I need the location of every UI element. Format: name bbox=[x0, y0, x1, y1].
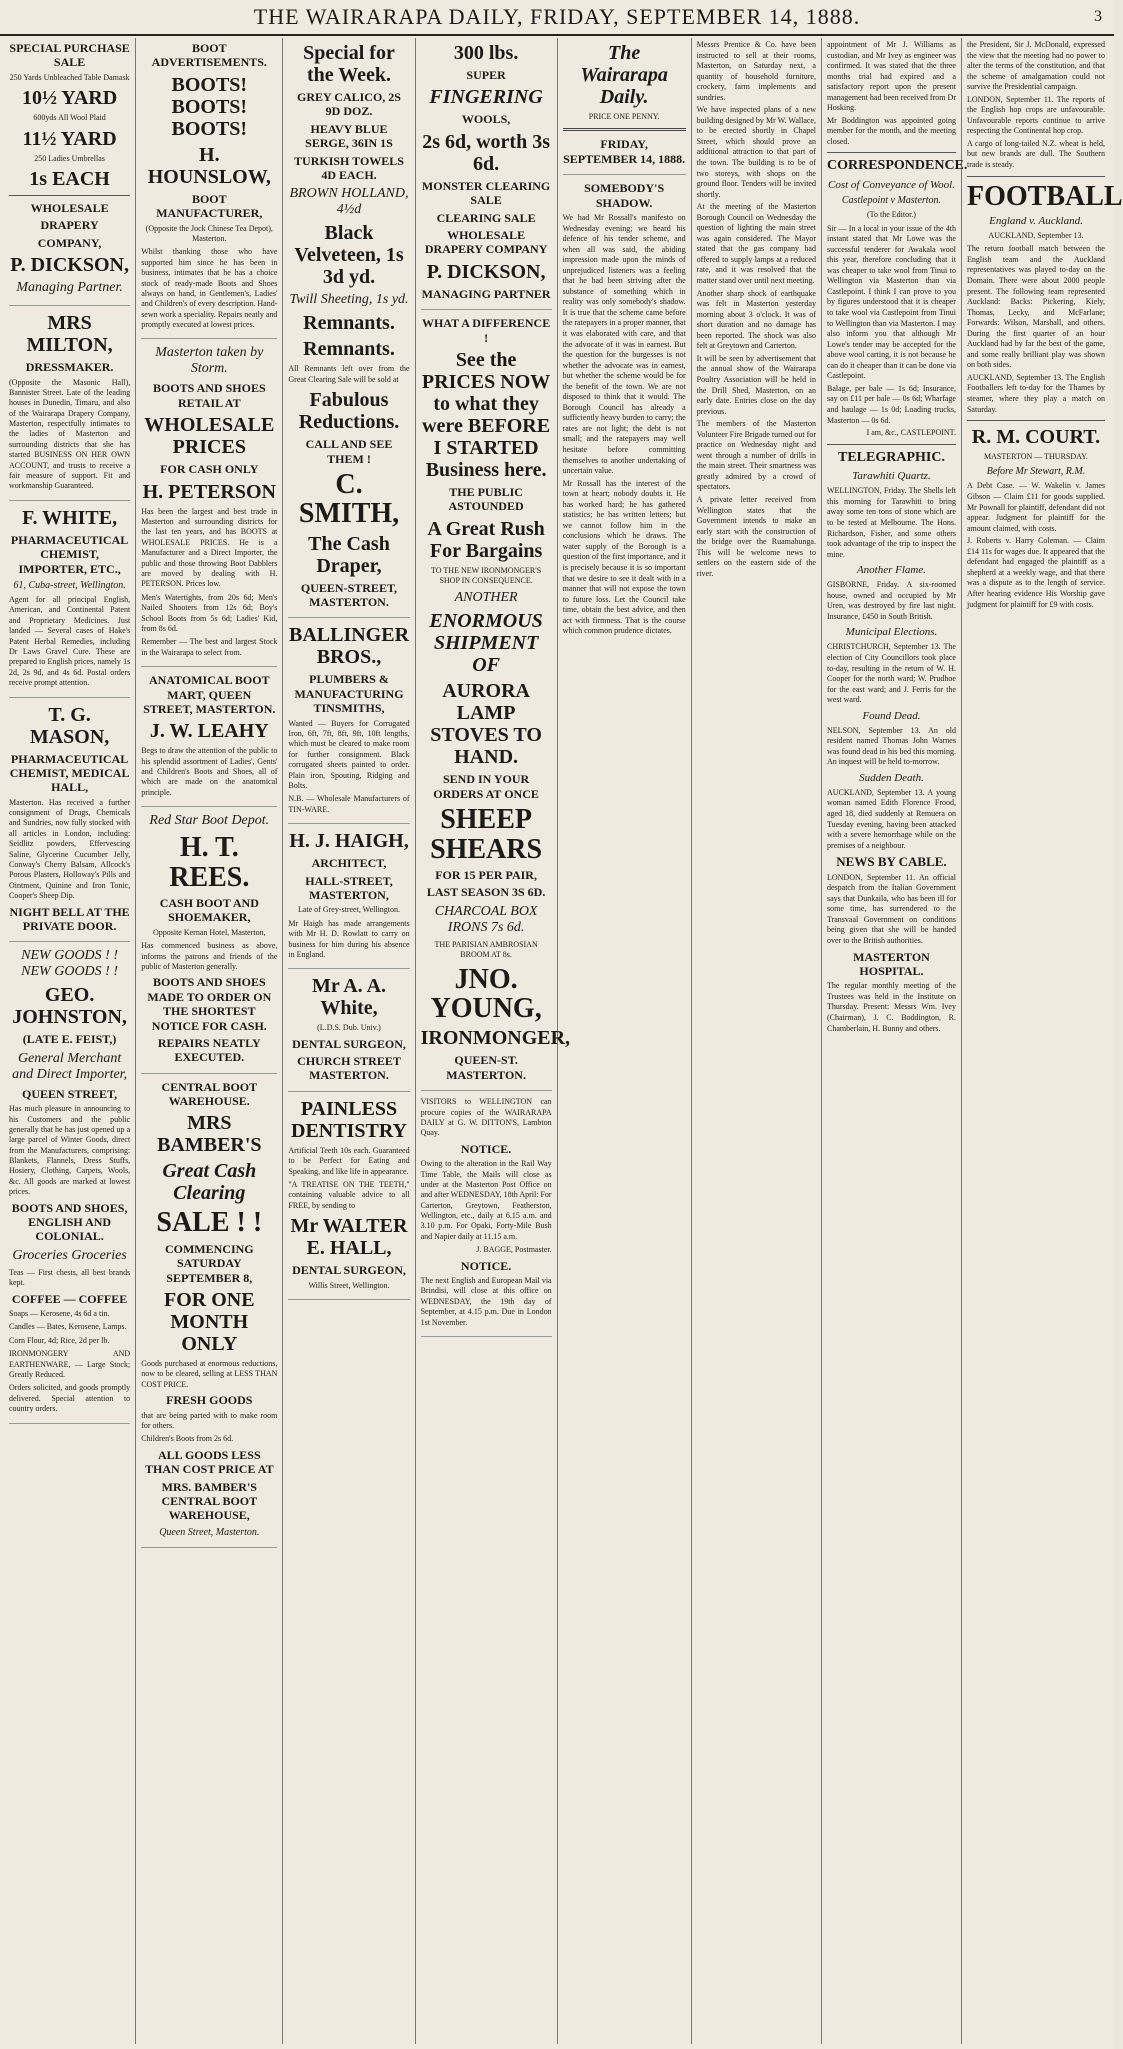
rees-role: CASH BOOT AND SHOEMAKER, bbox=[159, 896, 259, 925]
court-before: Before Mr Stewart, R.M. bbox=[986, 466, 1086, 478]
boot-header: BOOT ADVERTISEMENTS. bbox=[151, 41, 267, 70]
last-season: LAST SEASON 3S 6D. bbox=[426, 885, 546, 900]
bamber-ad bbox=[141, 1080, 277, 1548]
haigh-ad bbox=[288, 830, 409, 969]
rush: A Great Rush For Bargains bbox=[427, 517, 545, 562]
boots-to-order: BOOTS AND SHOES MADE TO ORDER ON THE SHORTEST NOTICE FOR CASH. bbox=[147, 975, 272, 1033]
telegram-text: AUCKLAND, September 13. A young woman named Edith Florence Frood, aged 18, died suddenly at Remuera on Tuesday evening, having been attacked with a severe hemorrhage while on the premises of a neighbour. bbox=[826, 787, 956, 850]
rees-address: Opposite Kernan Hotel, Masterton, bbox=[152, 927, 266, 937]
leahy-name: J. W. LEAHY bbox=[149, 720, 269, 743]
smith-address: QUEEN-STREET, MASTERTON. bbox=[300, 580, 398, 610]
bamber-text: Goods purchased at enormous reductions, now to be cleared, selling at LESS THAN COST PRICE. bbox=[141, 1359, 278, 1389]
hounslow-name: H. HOUNSLOW, bbox=[147, 143, 271, 188]
firm-line: COMPANY, bbox=[37, 235, 102, 250]
new-shop: TO THE NEW IRONMONGER'S SHOP IN CONSEQUENCE. bbox=[431, 565, 542, 586]
peterson-list: Men's Watertights, from 20s 6d; Men's Nailed Shooters from 12s 6d; Boy's School Boots from 5s 6d; Ladies' Kid, from 8s 6d. bbox=[141, 592, 278, 633]
column-3 bbox=[283, 38, 415, 2044]
boots-line: BOOTS AND SHOES, ENGLISH AND COLONIAL. bbox=[11, 1200, 128, 1244]
storm-line: Masterton taken by Storm. bbox=[155, 345, 264, 377]
call-see: CALL AND SEE THEM ! bbox=[305, 437, 393, 466]
firm-name: P. DICKSON, bbox=[10, 254, 129, 277]
cable-paragraph: A cargo of long-tailed N.Z. wheat is held, but new brands are dull. The Southern trade is steady. bbox=[966, 138, 1105, 170]
local-news-paragraph: A private letter received from Wellington states that the Government intends to make an early start with the construction of the bridge over the Ruamahunga. This will be welcome news to settlers on the eastern side of the river. bbox=[696, 494, 816, 578]
correspondence-text: Sir — In a local in your issue of the 4th instant stated that Mr Lowe was the successful tenderer for Awakala wool this year, therefore concluding that it was cheaper to take wool from Tinui to Wellington via Masterton than via Castlepoint. I think I can prove to you by figures understood that it is cheaper to take wool via Castlepoint from Tinui to Wellington than via Masterton. I may also inform you that although Mr Lowe's tender may be accepted for the above wool carting, it is not because he can do it cheaper than it can be done via Castlepoint. bbox=[826, 223, 956, 381]
white-dentist-ad bbox=[288, 975, 409, 1092]
double-rule bbox=[563, 128, 686, 131]
telegram-text: WELLINGTON, Friday. The Shells left this morning for Tarawhiti to bring away some ten tons of stone which are to be tested at Melbourne. The Hons. Richardson, Fisher, and some others took advantage of the trip to inspect the mine. bbox=[826, 486, 956, 559]
cash-only: FOR CASH ONLY bbox=[160, 462, 259, 477]
news-paragraph: appointment of Mr J. Williams as custodian, and Mr Ivey as engineer was confirmed. It was stated that the three months trial had expired and a satisfactory report upon the present management had been received from Dr Hosking. bbox=[826, 40, 956, 113]
hall-role: DENTAL SURGEON, bbox=[292, 1263, 406, 1278]
sale-word: SALE ! ! bbox=[156, 1207, 263, 1239]
johnston-sub: (LATE E. FEIST,) bbox=[22, 1032, 117, 1047]
court-dateline: MASTERTON — THURSDAY. bbox=[984, 452, 1088, 462]
haigh-sub: Late of Grey-street, Wellington. bbox=[297, 905, 401, 915]
white-text: Agent for all principal English, American, and Continental Patent and Proprietary Medicines. Just landed — Several cases of Hake's Patent Herbal Remedies, including Dr Laws Gravel Cure. These are prepared to English prices, namely 1s 2d, 2s 9d, and 4s 6d. Postal orders receive prompt attention. bbox=[9, 594, 131, 688]
divider bbox=[967, 420, 1105, 421]
white-ds-name: Mr A. A. White, bbox=[311, 975, 387, 1020]
correspondence-sub: Castlepoint v Masterton. bbox=[841, 195, 942, 207]
ironmongery: IRONMONGERY AND EARTHENWARE, — Large Stock; Greatly Reduced. bbox=[9, 1349, 131, 1379]
column-6 bbox=[692, 38, 822, 2044]
correspondence-title: Cost of Conveyance of Wool. bbox=[827, 179, 955, 192]
local-news-paragraph: At the meeting of the Masterton Borough Council on Wednesday the question of lighting the main street was again considered. The Mayor stated that the gas company had offered to supply lamps at a reduced rate, and it was resolved that the matter stand over until next meeting. bbox=[696, 202, 816, 286]
grey-calico: GREY CALICO, 2S 9D DOZ. bbox=[297, 90, 401, 119]
column-8 bbox=[962, 38, 1123, 2044]
rees-name: H. T. REES. bbox=[169, 832, 250, 893]
page-number: 3 bbox=[1094, 8, 1102, 25]
notice2-text: The next English and European Mail via Brindisi, will close at this office on WEDNESDAY, the 19th day of September, at 4.15 p.m. Due in London 1st November. bbox=[420, 1276, 552, 1327]
local-news-paragraph: Another sharp shock of earthquake was felt in Masterton yesterday morning about 3 o'clock. It was of short duration and no damage has been reported. The shock was also felt at Greytown and Carterton. bbox=[696, 288, 816, 351]
sale-line: 250 Yards Unbleached Table Damask bbox=[9, 72, 130, 82]
managing: MANAGING PARTNER bbox=[421, 286, 551, 301]
cable-paragraph: LONDON, September 11. The reports of the English hop crops are unfavourable. Unfavourable reports continue to arrive respecting the Continental hop crop. bbox=[966, 94, 1105, 136]
hounslow-text: Whilst thanking those who have supported him since he has been in business, intimates that he has a choice stock of ready-made Boots and Shoes always on hand, in Gentlemen's, Ladies' and Children's of every description. Hand-sewn work a speciality. Repairs neatly and promptly executed at lowest prices. bbox=[141, 247, 278, 330]
wools-ad bbox=[421, 42, 552, 310]
cable-text: LONDON, September 11. An official despatch from the Italian Government says that Dunkaila, who has been ill for some time, has surrendered to the Transvaal Government on conditions being given that she will be handed over to the British authorities. bbox=[826, 872, 956, 946]
special-purchase-ad bbox=[9, 41, 130, 306]
football-dateline: AUCKLAND, September 13. bbox=[988, 230, 1084, 240]
wholesale-intro: BOOTS AND SHOES RETAIL AT bbox=[152, 381, 266, 410]
young-ad bbox=[420, 316, 571, 1091]
blue-serge: HEAVY BLUE SERGE, 36IN 1S bbox=[305, 121, 393, 151]
milton-role: DRESSMAKER. bbox=[25, 360, 114, 375]
painless: PAINLESS DENTISTRY bbox=[291, 1097, 407, 1142]
football-sub: England v. Auckland. bbox=[989, 214, 1083, 227]
peterson-text: Has been the largest and best trade in Masterton and surrounding districts for the last ten years, and has BOOTS at WHOLESALE PRICES. He is a Manufacturer and a Direct Importer, the public and those throwing Boot Dabblers are moved by dealing with H. PETERSON. Prices low. bbox=[141, 506, 278, 589]
smith-role: The Cash Draper, bbox=[308, 532, 390, 577]
clearing-title: Great Cash Clearing bbox=[162, 1160, 257, 1205]
white-chemist-ad bbox=[9, 507, 130, 698]
white-address: 61, Cuba-street, Wellington. bbox=[13, 579, 126, 591]
fresh-text: that are being parted with to make room for others. bbox=[141, 1410, 278, 1430]
telegram-title: Sudden Death. bbox=[859, 771, 924, 784]
column-1 bbox=[4, 38, 136, 2044]
wools-weight: 300 lbs. bbox=[453, 42, 519, 64]
correspondence-table: Balage, per bale — 1s 6d; Insurance, say on £11 per bale — 0s 6d; Wharfage and haulage — 1s 0d; Loading trucks, Masterton — 0s 6d. bbox=[826, 383, 956, 425]
wools: WOOLS, bbox=[461, 112, 511, 127]
night-bell: NIGHT BELL AT THE PRIVATE DOOR. bbox=[9, 904, 130, 933]
editorial-article bbox=[563, 181, 686, 637]
aurora: AURORA LAMP STOVES TO HAND. bbox=[430, 680, 542, 769]
remnants-1: Remnants. bbox=[303, 312, 395, 335]
ballinger-note: N.B. — Wholesale Manufacturers of TIN-WARE. bbox=[288, 794, 410, 814]
hounslow-ad bbox=[141, 41, 277, 339]
editorial-paragraph: We had Mr Rossall's manifesto on Wednesday evening; we heard his defence of his tender scheme, and when all was said, the abiding impression made upon the minds of unprejudiced listeners was a feeling that he had been striving after the substance of something which in reality was only somebody's shadow. It is true that the scheme came before the ratepayers in a proper manner, that it was elaborated with care, and that the advocate of it was in earnest. But the question for the burgesses is not whether the advocate was in earnest, but whether the scheme would be for the benefit of the town. We are not disposed to think that it would. The Borough Council has already a sufficiently heavy burden to carry; the rates are not light; the debt is not small; and the ratepayers may well hesitate before committing themselves to another undertaking of uncertain value. bbox=[562, 212, 686, 476]
haigh-role: ARCHITECT, bbox=[311, 856, 387, 871]
correspondence-sign: I am, &c., CASTLEPOINT. bbox=[866, 428, 956, 438]
newspaper-title: THE WAIRARAPA DAILY, FRIDAY, SEPTEMBER 14, 1888. bbox=[253, 4, 861, 29]
cable-paragraph: the President, Sir J. McDonald, expressed the view that the meeting had no power to alter the terms of the constitution, and that the scheme of amalgamation could not survive the Presidential campaign. bbox=[966, 40, 1105, 92]
sale-line: 250 Ladies Umbrellas bbox=[34, 153, 105, 163]
telegraphic-heading: TELEGRAPHIC. bbox=[838, 449, 945, 465]
groceries: Groceries Groceries bbox=[12, 1247, 127, 1263]
white-ds-address: CHURCH STREET MASTERTON. bbox=[297, 1054, 401, 1083]
notice2-heading: NOTICE. bbox=[460, 1258, 512, 1273]
telegram-text: GISBORNE, Friday. A six-roomed house, owned and occupied by Mr Uren, was destroyed by fire last night. Insurance, £450 in South British. bbox=[826, 580, 956, 621]
johnston-address: QUEEN STREET, bbox=[22, 1086, 118, 1101]
local-news-paragraph: Messrs Prentice & Co. have been instructed to sell at their rooms, Masterton, on Saturday next, a quantity of household furniture, crockery, farm implements and sundries. bbox=[696, 40, 816, 102]
bamber-title: MRS BAMBER'S bbox=[157, 1112, 262, 1157]
dickson: P. DICKSON, bbox=[426, 260, 546, 283]
difference: WHAT A DIFFERENCE ! bbox=[421, 316, 551, 345]
mason-name: T. G. MASON, bbox=[29, 703, 110, 748]
turkish-towels: TURKISH TOWELS 4D EACH. bbox=[294, 153, 404, 182]
court-text: A Debt Case. — W. Wakelin v. James Gibson — Claim £11 for goods supplied. Mr Pownall for plaintiff, defendant did not appear. Judgment for plaintiff for the amount claimed, with costs. bbox=[966, 481, 1105, 533]
boots-cry: BOOTS! BOOTS! BOOTS! bbox=[171, 73, 248, 140]
column-5 bbox=[558, 38, 692, 2044]
one-month: FOR ONE MONTH ONLY bbox=[164, 1289, 255, 1356]
velveteen: Black Velveteen, 1s 3d yd. bbox=[294, 222, 404, 289]
ballinger-ad bbox=[288, 624, 409, 824]
visitors: VISITORS to WELLINGTON can procure copies of the WAIRARAPA DAILY at G. W. DITTON'S, Lambton Quay. bbox=[420, 1097, 552, 1138]
editorial-paragraph: Mr Rossall has the interest of the town at heart; nobody doubts it. He has worked hard; he has gathered statistics; he has written letters; but we cannot follow him in the conclusions which he draws. The water supply of the Borough is a question of the first importance, and it is precisely because it is so important that we desire to see it dealt with in a manner that will not expose the town to future loss. Let the Council take time, obtain the best advice, and then act with firmness. That is the course which common prudence dictates. bbox=[562, 478, 686, 636]
ballinger-name: BALLINGER BROS., bbox=[288, 624, 410, 669]
fabulous: Fabulous Reductions. bbox=[298, 389, 400, 434]
news-paragraph: Mr Boddington was appointed going member for the month, and the meeting closed. bbox=[826, 115, 956, 146]
bamber-firm: MRS. BAMBER'S CENTRAL BOOT WAREHOUSE, bbox=[161, 1479, 258, 1523]
mason-chemist-ad bbox=[9, 704, 130, 943]
special-week: Special for the Week. bbox=[303, 42, 395, 86]
send-orders: SEND IN YOUR ORDERS AT ONCE bbox=[433, 772, 539, 801]
editorial-title: The Wairarapa Daily. bbox=[580, 42, 668, 108]
children-line: Children's Boots from 2s 6d. bbox=[141, 1434, 234, 1444]
notice-text: Owing to the alteration in the Rail Way Time Table, the Mails will close as under at the Masterton Post Office on and after WEDNESDAY, 18th April: For Carterton, Greytown, Featherston, Wellington, etc., daily at 6.15 a.m. and 3.10 p.m. For Opaki, Forty-Mile Bush and Napier daily at 11.15 a.m. bbox=[420, 1159, 552, 1241]
sale-line: 11½ YARD bbox=[22, 127, 117, 150]
fresh-goods: FRESH GOODS bbox=[166, 1393, 253, 1408]
news-cable-heading: NEWS BY CABLE. bbox=[836, 854, 947, 870]
editorial-masthead bbox=[563, 42, 686, 175]
sale-header: SPECIAL PURCHASE SALE bbox=[9, 41, 130, 70]
hall-dentist-ad bbox=[288, 1098, 409, 1300]
telegram-title: Municipal Elections. bbox=[845, 626, 938, 639]
shears-price: FOR 15 PER PAIR, bbox=[435, 868, 537, 883]
telegram-title: Found Dead. bbox=[862, 709, 921, 722]
remember-text: Remember — The best and largest Stock in the Wairarapa to select from. bbox=[141, 637, 278, 657]
divider bbox=[9, 195, 130, 196]
mason-text: Masterton. Has received a further consignment of Drugs, Chemicals and Sundries, now fully stocked with all articles in London, including: Seidlitz powders, Effervescing Saline, Glycerine Cucumber Jelly, Conway's Cherry Balsam, Allcock's Porous Plasters, Holloway's Pills and Ointment, Quinine and Iron Tonic, Cooper's Sheep Dip. bbox=[9, 797, 131, 901]
hounslow-role: BOOT MANUFACTURER, bbox=[156, 191, 263, 221]
all-goods: ALL GOODS LESS THAN COST PRICE AT bbox=[145, 1447, 274, 1477]
treatise: "A TREATISE ON THE TEETH," containing valuable advice to all FREE, by sending to bbox=[288, 1180, 410, 1210]
milton-ad bbox=[9, 312, 130, 501]
anatomical-title: ANATOMICAL BOOT MART, QUEEN STREET, MASTERTON. bbox=[143, 673, 276, 716]
columns bbox=[4, 38, 1123, 2044]
firm-role: Managing Partner. bbox=[16, 280, 123, 296]
sheep-shears: SHEEP SHEARS bbox=[430, 804, 543, 865]
notice-heading: NOTICE. bbox=[460, 1141, 512, 1156]
new-goods: NEW GOODS ! ! NEW GOODS ! ! bbox=[21, 948, 118, 980]
young-role: IRONMONGER, bbox=[420, 1027, 571, 1050]
red-star: Red Star Boot Depot. bbox=[149, 813, 270, 829]
telegram-text: CHRISTCHURCH, September 13. The election of City Councillors took place to-day, resulting in the return of W. H. Cooper for the north ward; W. Prudhoe for the east ward; and J. Ferris for the west ward. bbox=[826, 642, 956, 705]
haigh-text: Mr Haigh has made arrangements with Mr H. D. Rowlatt to carry on business for him during his absence in England. bbox=[288, 918, 410, 959]
haigh-address: HALL-STREET, MASTERTON, bbox=[305, 873, 393, 902]
smith-name: C. SMITH, bbox=[298, 468, 400, 530]
telegram-title: Tarawhiti Quartz. bbox=[852, 470, 931, 483]
johnston-role: General Merchant and Direct Importer, bbox=[12, 1050, 128, 1082]
coffee: COFFEE — COFFEE bbox=[11, 1291, 128, 1306]
remnants-text: All Remnants left over from the Great Clearing Sale will be sold at bbox=[288, 364, 410, 384]
see-prices: See the PRICES NOW to what they were BEFORE I STARTED Business here. bbox=[421, 348, 551, 481]
divider bbox=[827, 444, 956, 445]
corn-line: Corn Flour, 4d; Rice, 2d per lb. bbox=[9, 1335, 110, 1345]
haigh-name: H. J. HAIGH, bbox=[289, 830, 409, 853]
milton-text: (Opposite the Masonic Hall), Bannister Street. Late of the leading houses in Dunedin, Timaru, and also of the Wairarapa Drapery Company, Masterton, respectfully intimates to the ladies of Masterton and surrounding districts that she has started BUSINESS ON HER OWN ACCOUNT, and trusts to receive a fair measure of support. Fit and workmanship Guaranteed. bbox=[9, 377, 131, 491]
divider bbox=[967, 176, 1105, 177]
leahy-text: Begs to draw the attention of the public to his splendid assortment of Ladies', Gents' and Children's Boots and Shoes, all of which are made on the anatomical principle. bbox=[141, 746, 278, 797]
local-news-paragraph: We have inspected plans of a new building designed by Mr W. Wallace, to be erected shortly in Chapel Street, which should prove an additional attraction to that part of the town. The building is to be of two storeys, with shops on the ground floor. Tenders will be invited shortly. bbox=[696, 105, 816, 199]
charcoal: CHARCOAL BOX IRONS 7s 6d. bbox=[434, 903, 538, 935]
correspondence-heading: CORRESPONDENCE. bbox=[826, 158, 968, 174]
hall-name: Mr WALTER E. HALL, bbox=[290, 1215, 408, 1260]
ballinger-text: Wanted — Buyers for Corrugated Iron, 6ft, 7ft, 8ft, 9ft, 10ft lengths, which must be cleared to make room for further consignment. Black corrugated sheets painted to order. Plain iron, Spouting, Ridging and Bolts. bbox=[288, 718, 410, 790]
astounded: THE PUBLIC ASTOUNDED bbox=[448, 484, 524, 514]
wholesale-title: WHOLESALE PRICES bbox=[144, 414, 275, 459]
remnants-2: Remnants. bbox=[303, 338, 395, 361]
white-role: PHARMACEUTICAL CHEMIST, IMPORTER, ETC., bbox=[10, 532, 129, 576]
editorial-date: FRIDAY, SEPTEMBER 14, 1888. bbox=[563, 137, 686, 166]
parisian: THE PARISIAN AMBROSIAN BROOM AT 8s. bbox=[434, 939, 538, 960]
hospital-heading: MASTERTON HOSPITAL. bbox=[853, 949, 930, 978]
wools-price: 2s 6d, worth 3s 6d. bbox=[422, 130, 550, 175]
court-heading: R. M. COURT. bbox=[971, 426, 1101, 449]
enormous: ENORMOUS SHIPMENT OF bbox=[429, 610, 543, 677]
column-7 bbox=[822, 38, 968, 2044]
commencing: COMMENCING SATURDAY SEPTEMBER 8, bbox=[164, 1241, 254, 1285]
football-heading: FOOTBALL bbox=[966, 180, 1123, 212]
wholesale: WHOLESALE DRAPERY COMPANY bbox=[424, 227, 548, 257]
peterson-name: H. PETERSON bbox=[142, 480, 276, 503]
rees-ad bbox=[141, 813, 277, 1073]
editorial-motto: PRICE ONE PENNY. bbox=[588, 112, 660, 121]
soaps-line: Soaps — Kerosene, 4s 6d a tin. bbox=[9, 1309, 110, 1318]
orders-text: Orders solicited, and goods promptly delivered. Special attention to country orders. bbox=[9, 1383, 131, 1414]
white-name: F. WHITE, bbox=[22, 506, 118, 529]
young-name: JNO. YOUNG, bbox=[430, 963, 542, 1024]
johnston-name: GEO. JOHNSTON, bbox=[12, 984, 127, 1029]
young-address: QUEEN-ST. MASTERTON. bbox=[446, 1053, 526, 1082]
sale-line: 1s EACH bbox=[29, 167, 110, 190]
masthead bbox=[0, 0, 1114, 36]
special-week-ad bbox=[288, 42, 409, 618]
milton-name: MRS MILTON, bbox=[26, 312, 113, 357]
hall-address: Willis Street, Wellington. bbox=[308, 1280, 390, 1290]
peterson-ad bbox=[141, 345, 277, 667]
white-ds-role: (L.D.S. Dub. Univ.) bbox=[317, 1023, 381, 1033]
football-text: AUCKLAND, September 13. The English Footballers left to-day for the Thames by steamer, where they play a match on Saturday. bbox=[966, 372, 1105, 414]
repairs: REPAIRS NEATLY EXECUTED. bbox=[157, 1035, 261, 1065]
firm-line: WHOLESALE bbox=[30, 200, 109, 215]
divider bbox=[827, 152, 956, 153]
court-text: J. Roberts v. Harry Coleman. — Claim £14 11s for wages due. It appeared that the defendant had engaged the plaintiff as a shepherd at a weekly wage, and that there was a dispute as to the length of service. After hearing evidence His Worship gave judgment for plaintiff for £9 with costs. bbox=[966, 536, 1105, 609]
column-2 bbox=[136, 38, 283, 2044]
monster-2: CLEARING SALE bbox=[436, 210, 536, 225]
johnston-ad bbox=[9, 948, 130, 1423]
firm-line: DRAPERY bbox=[40, 218, 99, 233]
another: ANOTHER bbox=[454, 590, 518, 606]
white-ds-job: DENTAL SURGEON, bbox=[292, 1036, 406, 1051]
local-news-paragraph: It will be seen by advertisement that the annual show of the Wairarapa Poultry Association will be held in the Drill Shed, Masterton, on an early date. Entries close on the day previous. bbox=[696, 353, 816, 416]
telegram-title: Another Flame. bbox=[856, 564, 926, 577]
johnston-text: Has much pleasure in announcing to his Customers and the public generally that he has just opened up a large parcel of Winter Goods, direct from the Manufacturers, comprising: Blankets, Flannels, Dress Stuffs, Hosiery, Clothing, Carpets, Wools, &c. All goods are marked at lowest prices. bbox=[9, 1104, 131, 1197]
telegram-text: NELSON, September 13. An old resident named Thomas John Warnes was found dead in his bed this morning. An inquest will be held to-morrow. bbox=[826, 725, 956, 767]
hospital-text: The regular monthly meeting of the Trustees was held in the Institute on Thursday. Present: Messrs Wm. Ivey (Chairman), J. C. Boddington, R. Chamberlain, H. Bunny and others. bbox=[826, 981, 956, 1033]
rees-text: Has commenced business as above, informs the patrons and friends of the public of Masterton generally. bbox=[141, 941, 278, 971]
fingering: FINGERING bbox=[429, 86, 543, 109]
tea-line: Teas — First chests, all best brands kept. bbox=[9, 1267, 131, 1288]
candles-line: Candles — Bates, Kerosene, Lamps. bbox=[9, 1322, 127, 1332]
notices bbox=[421, 1097, 552, 1337]
sale-line: 10½ YARD bbox=[21, 87, 118, 110]
editorial-heading: SOMEBODY'S SHADOW. bbox=[584, 181, 665, 210]
column-4 bbox=[416, 38, 571, 2044]
teeth-text: Artificial Teeth 10s each. Guaranteed to be Perfect for Eating and Speaking, and like life in appearance. bbox=[288, 1145, 410, 1176]
wools-super: SUPER bbox=[466, 68, 506, 82]
ballinger-role: PLUMBERS & MANUFACTURING TINSMITHS, bbox=[294, 672, 404, 716]
central-depot: CENTRAL BOOT WAREHOUSE. bbox=[161, 1079, 258, 1109]
postmaster-signature: J. BAGGE, Postmaster. bbox=[476, 1245, 552, 1255]
local-news-paragraph: The members of the Masterton Volunteer Fire Brigade turned out for practice on Wednesday night and went through a number of drills in the main street. Their smartness was greatly admired by a crowd of spectators. bbox=[696, 419, 816, 492]
leahy-ad bbox=[141, 673, 277, 807]
football-text: The return football match between the English team and the Auckland representatives was played to-day on the Domain. There were about 2000 people present. The following team represented Auckland: Backs: Pickering, Kiely, Thomas, Lecky, and McFarlane; Forwards: Wilson, Marshall, and others. During the first quarter of an hour Auckland had by far the best of the game, and some really brilliant play was shown on both sides. bbox=[966, 244, 1105, 370]
mason-role: PHARMACEUTICAL CHEMIST, MEDICAL HALL, bbox=[9, 751, 130, 795]
bamber-address: Queen Street, Masterton. bbox=[159, 1526, 260, 1538]
sale-line: 600yds All Wool Plaid bbox=[33, 113, 106, 123]
twill: Twill Sheeting, 1s yd. bbox=[289, 292, 409, 308]
monster-1: MONSTER CLEARING SALE bbox=[421, 178, 551, 208]
hounslow-address: (Opposite the Jock Chinese Tea Depot), Masterton. bbox=[145, 223, 273, 243]
correspondence-to: (To the Editor.) bbox=[866, 210, 916, 220]
brown-holland: BROWN HOLLAND, 4½d bbox=[289, 186, 409, 218]
